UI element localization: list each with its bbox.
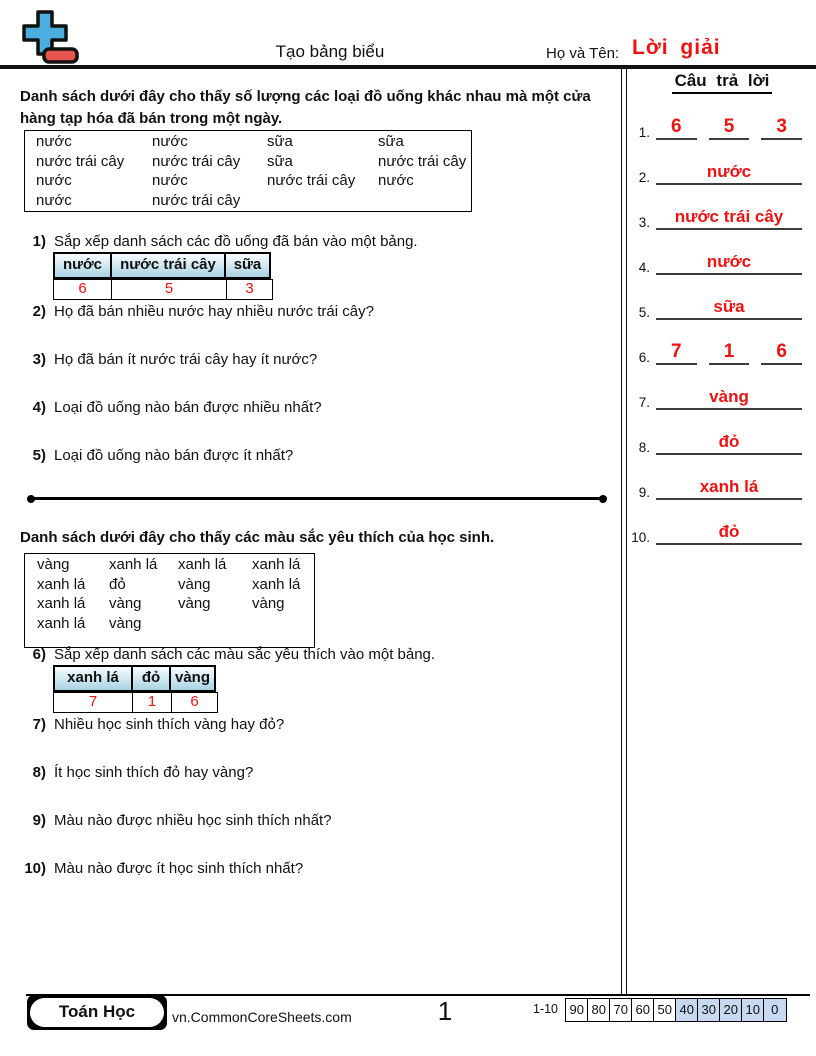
colors-table [53,665,218,713]
score-cell: 70 [609,998,633,1022]
table-value-cell: 1 [132,692,173,713]
answer-row-2 [630,140,802,185]
list-item: đỏ [109,575,126,593]
section2-intro: Danh sách dưới đây cho thấy các màu sắc yêu thích của học sinh. [20,529,495,546]
answer-blank: 5 [709,117,750,140]
score-cell: 90 [565,998,589,1022]
score-table [565,998,787,1022]
table-header-cell: nước [53,252,112,279]
answer-blank: đỏ [656,432,802,455]
answer-blank: 6 [656,117,697,140]
question-8 [20,764,620,781]
section1-intro: Danh sách dưới đây cho thấy số lượng các loại đồ uống khác nhau mà một cửa hàng tạp hóa đã bán trong một ngày. [20,88,591,127]
answers-list [630,95,802,545]
list-item: vàng [178,575,211,593]
answer-row-1 [630,95,802,140]
question-1 [20,233,620,250]
score-cell: 80 [587,998,611,1022]
column-separator [621,68,627,994]
question-text: Màu nào được ít học sinh thích nhất? [54,860,304,877]
question-number: 6) [32,646,46,663]
header-rule [0,65,816,69]
list-item: vàng [109,595,142,613]
answer-number: 7. [638,395,650,410]
list-item [252,614,314,634]
list-item: xanh lá [252,575,301,593]
question-5 [20,447,620,464]
list-item: xanh lá [37,575,86,593]
answer-row-5 [630,275,802,320]
question-number: 3) [32,351,46,368]
list-item: nước trái cây [152,152,241,170]
list-item: vàng [37,556,70,573]
list-item: vàng [109,614,142,632]
table-value-cell: 7 [53,692,133,713]
list-item: sữa [267,133,293,150]
table-header-cell: nước trái cây [110,252,227,279]
answer-blank: 1 [709,342,750,365]
question-7 [20,716,620,733]
question-text: Màu nào được nhiều học sinh thích nhất? [54,812,332,829]
answer-row-4 [630,230,802,275]
question-text: Ít học sinh thích đỏ hay vàng? [54,764,254,781]
question-number: 8) [32,764,46,781]
page-number: 1 [437,996,453,1026]
question-3 [20,351,620,368]
table-header-cell: sữa [224,252,271,279]
list-item [267,191,378,211]
table-value-cell: 3 [226,279,273,300]
question-text: Họ đã bán ít nước trái cây hay ít nước? [54,351,318,368]
question-text: Họ đã bán nhiều nước hay nhiều nước trái cây? [54,303,374,320]
answer-key-label: Lời giải [632,36,721,59]
answer-number: 2. [638,170,650,185]
subject-badge-label: Toán Học [30,998,164,1027]
question-number: 9) [32,812,46,829]
list-item: nước trái cây [267,172,356,190]
answer-blank: nước trái cây [656,207,802,230]
list-item: nước [152,172,188,190]
score-cell: 10 [741,998,765,1022]
answer-row-6 [630,320,802,365]
score-range-label: 1-10 [532,1002,558,1016]
list-item: nước [36,133,72,150]
question-number: 2) [32,303,46,320]
answer-number: 6. [638,350,650,365]
score-cell: 40 [675,998,699,1022]
answer-row-10 [630,500,802,545]
answer-blank: đỏ [656,522,802,545]
answer-number: 9. [638,485,650,500]
answer-blank: 7 [656,342,697,365]
page-title: Tạo bảng biểu [275,42,385,61]
drinks-list-box [24,130,472,212]
question-text: Loại đồ uống nào bán được ít nhất? [54,447,294,464]
question-number: 4) [32,399,46,416]
answer-row-7 [630,365,802,410]
question-10 [20,860,620,877]
list-item: xanh lá [37,614,86,632]
answer-row-3 [630,185,802,230]
question-number: 10) [24,860,46,877]
question-text: Sắp xếp danh sách các màu sắc yêu thích vào một bảng. [54,646,436,663]
answer-blank: nước [656,252,802,275]
list-item [378,191,471,211]
answer-blank: xanh lá [656,477,802,500]
list-item [178,614,252,634]
answer-row-8 [630,410,802,455]
answer-number: 1. [638,125,650,140]
list-item: nước [36,191,72,209]
question-text: Loại đồ uống nào bán được nhiều nhất? [54,399,322,416]
question-6 [20,646,620,663]
list-item: xanh lá [178,556,227,573]
question-4 [20,399,620,416]
question-9 [20,812,620,829]
list-item: nước [36,172,72,190]
answer-number: 8. [638,440,650,455]
list-item: xanh lá [37,595,86,613]
list-item: sữa [378,133,404,150]
question-number: 7) [32,716,46,733]
answers-title: Câu trả lời [628,71,816,94]
score-cell: 60 [631,998,655,1022]
answer-blank: 3 [761,117,802,140]
answer-blank: vàng [656,387,802,410]
table-value-cell: 5 [111,279,228,300]
table-header-cell: xanh lá [53,665,133,692]
list-item: nước [378,172,414,190]
list-item: vàng [178,595,211,613]
table-value-cell: 6 [53,279,112,300]
table-header-cell: vàng [169,665,216,692]
question-2 [20,303,620,320]
list-item: sữa [267,152,293,170]
answer-number: 10. [631,530,650,545]
score-cell: 20 [719,998,743,1022]
list-item: xanh lá [252,556,301,573]
table-value-cell: 6 [171,692,218,713]
score-cell: 30 [697,998,721,1022]
question-number: 1) [32,233,46,250]
answer-blank: sữa [656,297,802,320]
table-header-cell: đỏ [131,665,172,692]
answer-blank: 6 [761,342,802,365]
site-url: vn.CommonCoreSheets.com [172,1009,352,1025]
score-cell: 50 [653,998,677,1022]
answer-number: 3. [638,215,650,230]
colors-list-box [24,553,315,648]
list-item: xanh lá [109,556,158,573]
question-text: Sắp xếp danh sách các đồ uống đã bán vào một bảng. [54,233,418,250]
section-divider [31,497,603,500]
list-item: vàng [252,595,285,613]
list-item: nước trái cây [152,191,241,209]
list-item: nước [152,133,188,150]
answer-number: 4. [638,260,650,275]
answer-number: 5. [638,305,650,320]
subject-badge [27,995,167,1030]
score-cell: 0 [763,998,787,1022]
question-text: Nhiều học sinh thích vàng hay đỏ? [54,716,285,733]
answer-row-9 [630,455,802,500]
list-item: nước trái cây [36,152,125,170]
question-number: 5) [32,447,46,464]
name-label: Họ và Tên: [546,45,620,62]
drinks-table [53,252,273,300]
answer-blank: nước [656,162,802,185]
list-item: nước trái cây [378,152,467,170]
